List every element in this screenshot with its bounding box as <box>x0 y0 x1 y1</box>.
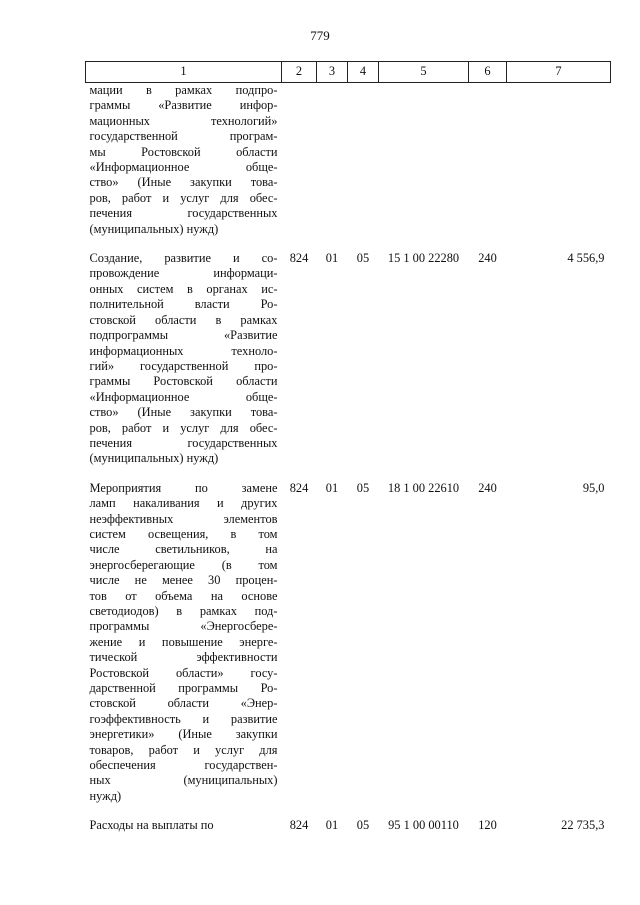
description-line: тов от объема на основе <box>89 588 278 603</box>
description-line: мы Ростовской области <box>89 144 278 159</box>
description-line: гий» государственной про- <box>89 358 278 373</box>
description-line: обеспечения государствен- <box>89 758 278 773</box>
code-column-3 <box>317 83 348 252</box>
header-col-2: 2 <box>282 62 317 83</box>
table-row <box>86 83 611 252</box>
description-cell <box>86 251 282 481</box>
code-column-5: 95 1 00 00110 <box>388 818 459 833</box>
table-header <box>86 62 611 83</box>
description-line: (муниципальных) нужд) <box>89 221 219 236</box>
description-line: числе не менее 30 процен- <box>89 573 278 588</box>
header-col-3: 3 <box>317 62 348 83</box>
amount-cell: 4 556,9 <box>567 251 605 266</box>
description-line: стовской области в рамках <box>89 312 278 327</box>
code-column-2: 824 <box>289 818 309 833</box>
description-line: (муниципальных) нужд) <box>89 451 219 466</box>
description-line: нужд) <box>89 788 122 803</box>
code-column-3: 01 <box>325 251 339 266</box>
description-line: ство» (Иные закупки това- <box>89 175 278 190</box>
description-line: программы «Энергосбере- <box>89 619 278 634</box>
code-column-2: 824 <box>289 251 309 266</box>
header-row <box>86 62 611 83</box>
code-column-3: 01 <box>325 480 339 495</box>
description-line: мации в рамках подпро- <box>89 83 278 97</box>
code-column-4 <box>348 83 379 252</box>
description-cell <box>86 818 282 847</box>
code-column-6: 120 <box>478 818 497 833</box>
description-line: полнительной власти Ро- <box>89 297 278 312</box>
code-column-5: 18 1 00 22610 <box>387 480 460 495</box>
description-line: товаров, работ и услуг для <box>89 742 278 757</box>
table-row <box>86 818 611 847</box>
code-column-4: 05 <box>356 251 370 266</box>
code-column-2: 824 <box>289 480 309 495</box>
description-line: гоэффективность и развитие <box>89 711 278 726</box>
amount-cell: 95,0 <box>582 480 605 495</box>
description-line: числе светильников, на <box>89 542 278 557</box>
table-row <box>86 251 611 481</box>
description-line: провождение информаци- <box>89 266 278 281</box>
description-line: «Информационное обще- <box>89 160 278 175</box>
description-line: стовской области «Энер- <box>89 696 278 711</box>
header-col-4: 4 <box>348 62 379 83</box>
code-column-4: 05 <box>356 480 370 495</box>
amount-cell: 22 735,3 <box>561 818 605 833</box>
description-line: информационных техноло- <box>89 343 278 358</box>
code-column-2 <box>282 83 317 252</box>
description-line: неэффективных элементов <box>89 511 278 526</box>
budget-table <box>85 61 611 848</box>
description-line: Расходы на выплаты по <box>89 818 214 833</box>
header-col-6: 6 <box>469 62 507 83</box>
description-line: ров, работ и услуг для обес- <box>89 190 278 205</box>
description-line: Ростовской области» госу- <box>89 665 278 680</box>
code-column-6 <box>469 83 507 252</box>
description-line: ство» (Иные закупки това- <box>89 405 278 420</box>
description-line: Мероприятия по замене <box>89 480 278 495</box>
description-line: энергосберегающие (в том <box>89 557 278 572</box>
description-line: ламп накаливания и других <box>89 496 278 511</box>
description-cell <box>86 83 282 252</box>
description-line: государственной програм- <box>89 129 278 144</box>
description-line: светодиодов) в рамках под- <box>89 604 278 618</box>
description-line: «Информационное обще- <box>89 389 278 404</box>
table-body <box>86 83 611 848</box>
code-column-5 <box>379 83 469 252</box>
description-line: ров, работ и услуг для обес- <box>89 420 278 435</box>
description-line: мационных технологий» <box>89 113 278 128</box>
amount-cell <box>507 83 611 252</box>
header-col-1: 1 <box>86 62 282 83</box>
description-line: подпрограммы «Развитие <box>89 328 278 343</box>
description-line: онных систем в органах ис- <box>89 281 278 296</box>
header-col-5: 5 <box>379 62 469 83</box>
code-column-3: 01 <box>325 818 339 833</box>
description-line: тической эффективности <box>89 650 278 665</box>
description-line: печения государственных <box>89 206 278 221</box>
description-line: дарственной программы Ро- <box>89 681 278 696</box>
description-line: граммы «Развитие инфор- <box>89 98 278 113</box>
description-line: граммы Ростовской области <box>89 374 278 389</box>
description-line: энергетики» (Иные закупки <box>89 727 278 742</box>
header-col-7: 7 <box>507 62 611 83</box>
code-column-6: 240 <box>478 251 497 266</box>
description-line: печения государственных <box>89 435 278 450</box>
table-row <box>86 481 611 819</box>
page-number: 779 <box>310 28 330 43</box>
code-column-5: 15 1 00 22280 <box>387 251 460 266</box>
description-line: жение и повышение энерге- <box>89 634 278 649</box>
code-column-4: 05 <box>356 818 370 833</box>
description-line: систем освещения, в том <box>89 526 278 541</box>
description-line: Создание, развитие и со- <box>89 251 278 266</box>
code-column-6: 240 <box>478 480 497 495</box>
description-line: ных (муниципальных) <box>89 773 278 788</box>
description-cell <box>86 481 282 819</box>
